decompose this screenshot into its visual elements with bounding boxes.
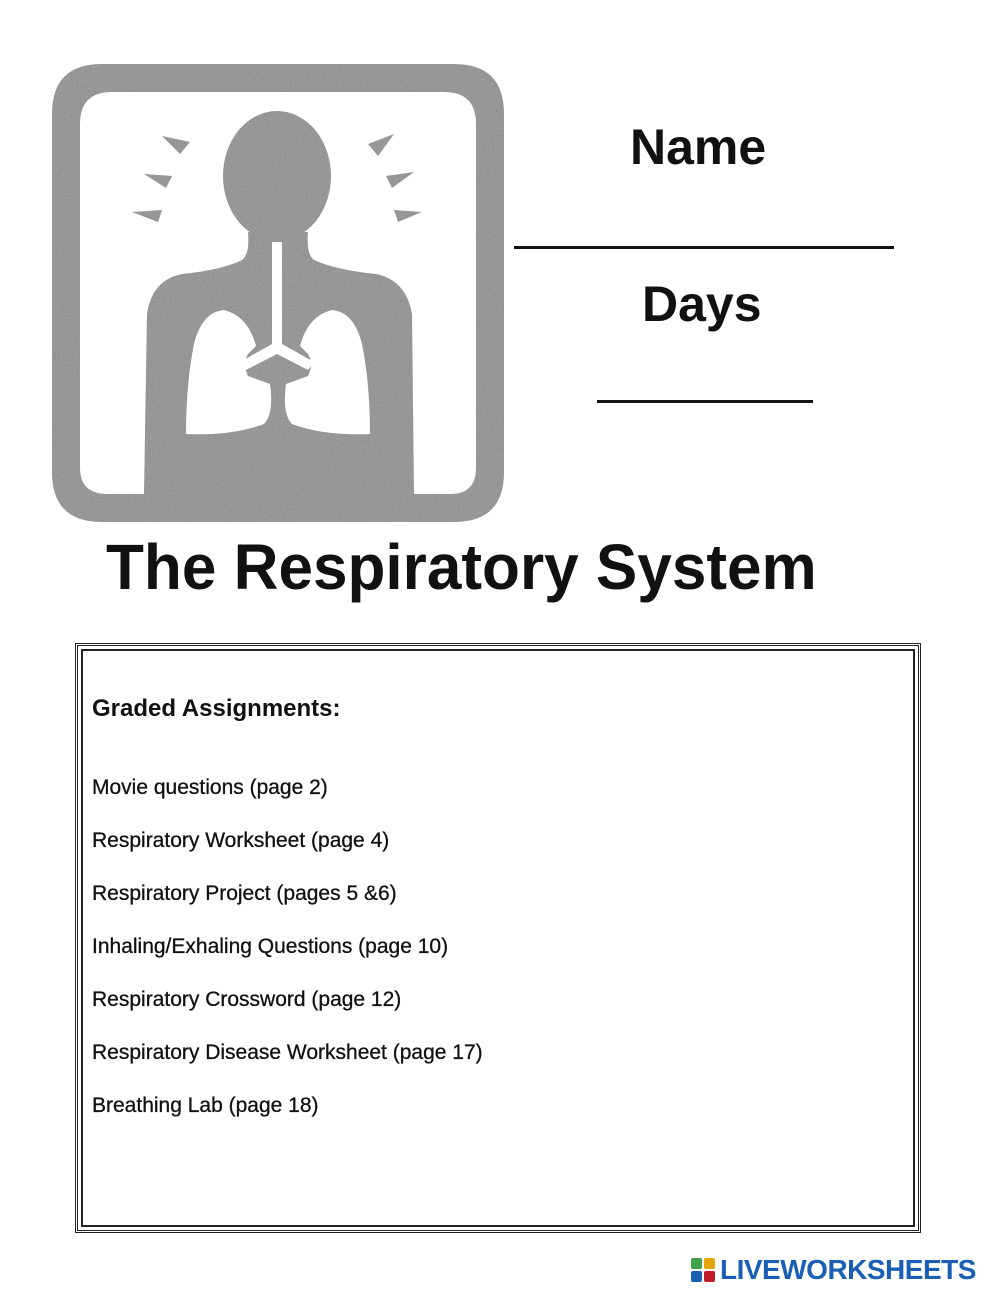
days-label: Days [642,276,762,332]
assignment-item-breathing-lab: Breathing Lab (page 18) [92,1094,319,1117]
assignment-item-movie-questions: Movie questions (page 2) [92,776,328,799]
graded-assignments-heading: Graded Assignments: [92,695,341,722]
respiratory-illustration [52,64,504,522]
liveworksheets-watermark [690,1253,976,1287]
liveworksheets-text: LIVEWORKSHEETS [720,1254,976,1285]
assignment-item-respiratory-project: Respiratory Project (pages 5 &6) [92,882,397,905]
assignment-item-respiratory-worksheet: Respiratory Worksheet (page 4) [92,829,390,852]
assignment-item-crossword: Respiratory Crossword (page 12) [92,988,402,1011]
liveworksheets-logo-icon [690,1257,716,1283]
days-input-line[interactable] [597,400,813,403]
name-input-line[interactable] [514,246,894,249]
assignment-item-inhaling-exhaling: Inhaling/Exhaling Questions (page 10) [92,935,449,958]
page-title: The Respiratory System [106,531,817,603]
name-label: Name [630,119,767,175]
assignment-item-disease-worksheet: Respiratory Disease Worksheet (page 17) [92,1041,483,1064]
